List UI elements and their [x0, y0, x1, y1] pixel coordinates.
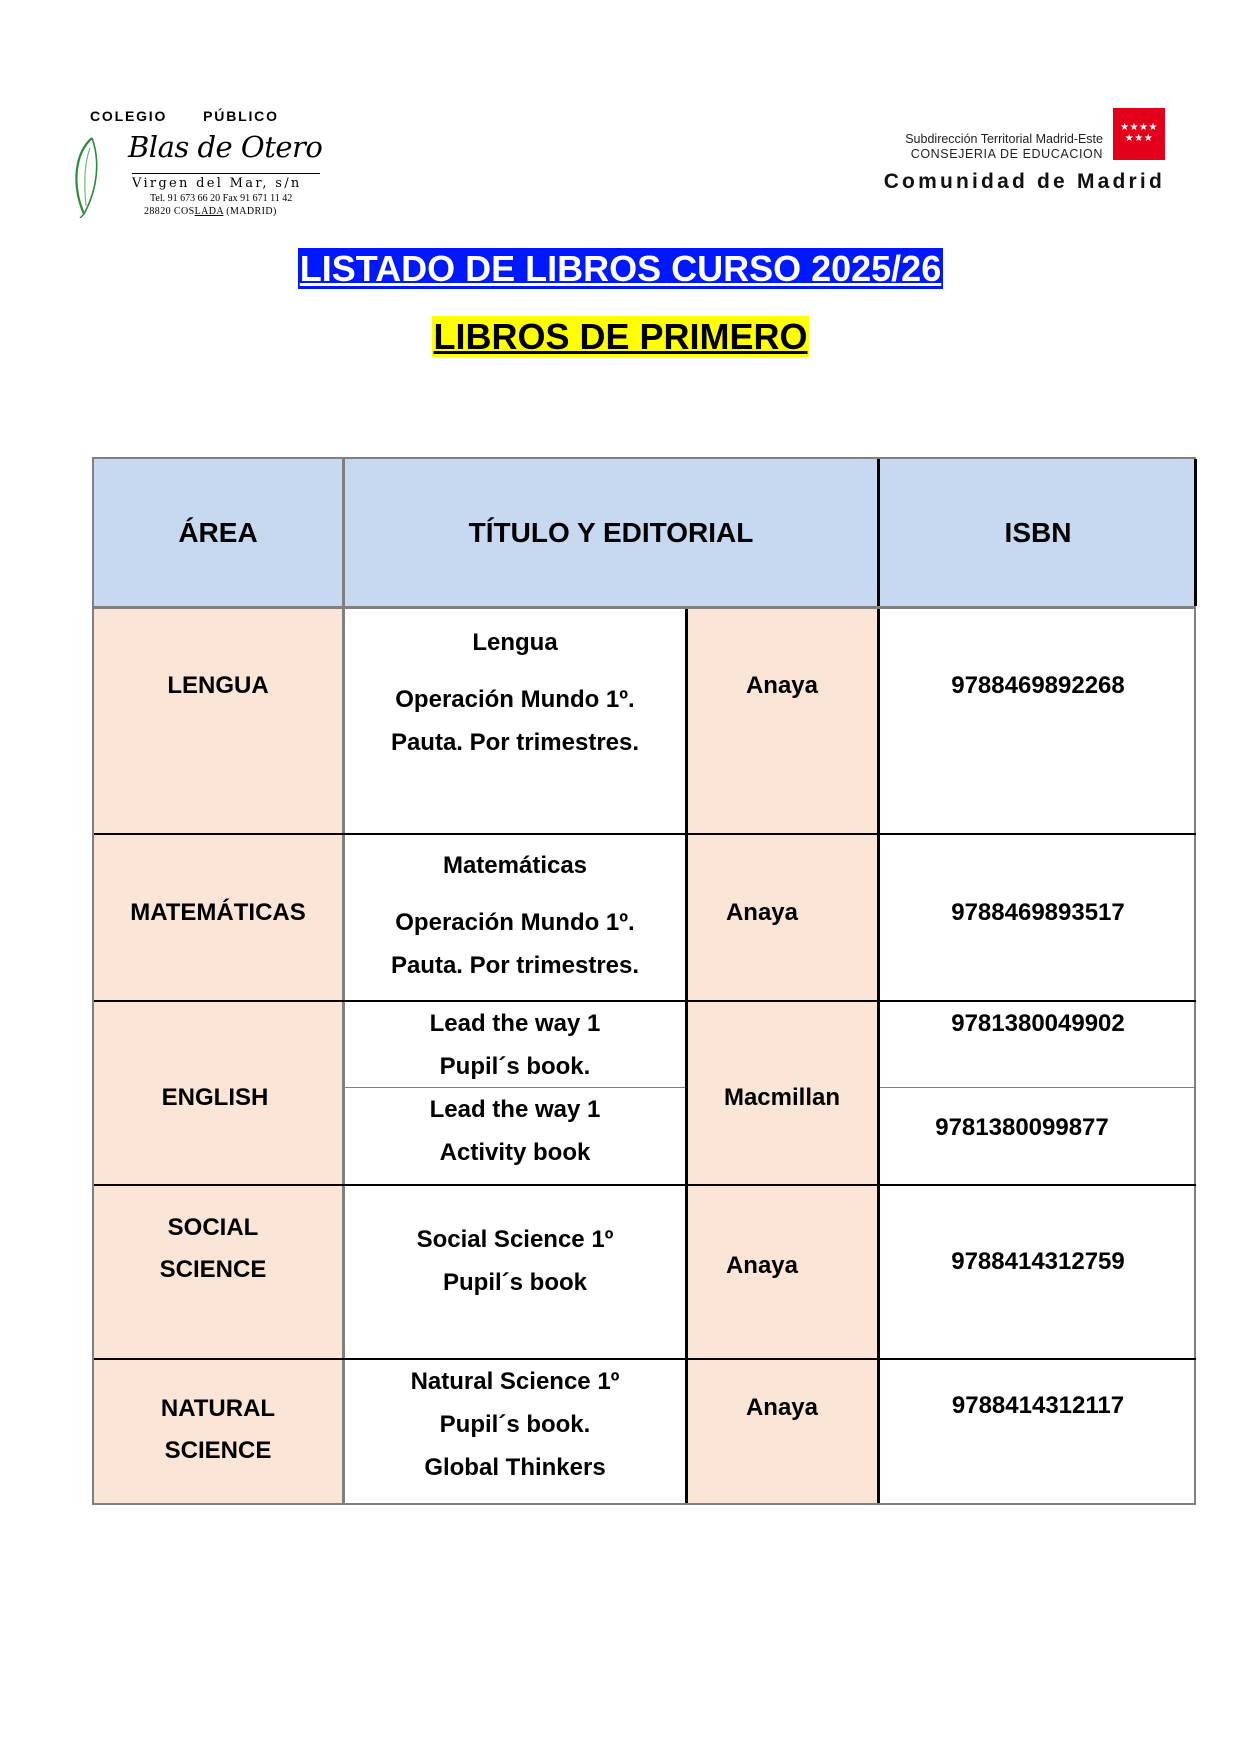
- row-lengua-publisher: Anaya: [745, 672, 819, 699]
- school-city: [144, 206, 277, 217]
- book-list-table: [92, 457, 1196, 1505]
- title-line: Pauta. Por trimestres.: [390, 952, 640, 979]
- title-line: Social Science 1º: [416, 1226, 614, 1253]
- title-line: Lead the way 1: [429, 1096, 601, 1123]
- area-line: SCIENCE: [164, 1437, 272, 1464]
- title-line: Pauta. Por trimestres.: [390, 729, 640, 756]
- area-line: NATURAL: [160, 1395, 276, 1422]
- flag-stars-bottom: ★★★: [1124, 133, 1154, 144]
- leaf-icon: [70, 134, 106, 218]
- city-underlined: LADA: [194, 206, 224, 217]
- row-social-science-area: [94, 1186, 342, 1291]
- city-prefix: 28820 COS: [144, 206, 195, 217]
- row-english-isbn-1: 9781380049902: [951, 1010, 1125, 1037]
- grid-line: [94, 1184, 1196, 1186]
- area-line: SOCIAL: [167, 1214, 259, 1241]
- page-subtitle: [0, 316, 1241, 358]
- row-english-publisher: Macmillan: [723, 1084, 841, 1111]
- school-label-left: COLEGIO: [90, 108, 168, 124]
- title-line: Pupil´s book: [443, 1269, 587, 1296]
- row-english-isbn-2: 9781380099877: [935, 1114, 1109, 1141]
- row-natural-science-isbn: 9788414312117: [951, 1392, 1125, 1419]
- row-lengua-title: [345, 608, 685, 764]
- school-label-right: PÚBLICO: [203, 108, 279, 124]
- title-line: Activity book: [439, 1139, 591, 1166]
- grid-line: [94, 1000, 1196, 1002]
- row-matematicas-isbn: 9788469893517: [951, 899, 1125, 926]
- grid-line: [94, 833, 1196, 835]
- page-subtitle-text: LIBROS DE PRIMERO: [433, 316, 808, 357]
- row-natural-science-area: [94, 1360, 342, 1472]
- row-english-title-2: [345, 1088, 685, 1174]
- title-line: Operación Mundo 1º.: [395, 909, 635, 936]
- title-line: Natural Science 1º: [410, 1368, 620, 1395]
- logo-divider: [132, 173, 320, 174]
- grid-line: [685, 608, 688, 1503]
- row-natural-science-publisher: Anaya: [745, 1394, 819, 1421]
- subdirection-label: Subdirección Territorial Madrid-Este: [905, 132, 1103, 146]
- title-line: Lead the way 1: [429, 1010, 601, 1037]
- grid-line: [1194, 459, 1197, 606]
- title-line: Pupil´s book.: [439, 1053, 591, 1080]
- row-english-title-1: [345, 1002, 685, 1088]
- authority-name: Comunidad de Madrid: [883, 170, 1165, 193]
- madrid-flag-icon: [1113, 108, 1165, 160]
- city-suffix: (MADRID): [223, 206, 277, 217]
- row-lengua-isbn: 9788469892268: [951, 672, 1125, 699]
- title-line: Pupil´s book.: [439, 1411, 591, 1438]
- school-address: Virgen del Mar, s/n: [132, 176, 302, 191]
- school-type: [90, 108, 279, 124]
- row-lengua-area: LENGUA: [167, 672, 269, 699]
- header-isbn: ISBN: [880, 459, 1196, 606]
- grid-line: [345, 1087, 685, 1088]
- row-natural-science-title: [345, 1360, 685, 1489]
- flag-stars-top: ★★★★: [1120, 122, 1158, 133]
- page-title: [0, 248, 1241, 290]
- department-label: CONSEJERIA DE EDUCACION: [910, 147, 1103, 161]
- school-name: Blas de Otero: [128, 130, 323, 164]
- page-title-text: LISTADO DE LIBROS CURSO 2025/26: [299, 248, 942, 289]
- comunidad-madrid-logo: [851, 108, 1181, 200]
- row-matematicas-area: MATEMÁTICAS: [130, 899, 306, 926]
- school-phone: Tel. 91 673 66 20 Fax 91 671 11 42: [150, 193, 293, 204]
- flag-stars: [1113, 122, 1165, 144]
- title-line: Operación Mundo 1º.: [395, 686, 635, 713]
- row-matematicas-publisher: Anaya: [725, 899, 799, 926]
- title-line: Global Thinkers: [424, 1454, 606, 1481]
- header-title: TÍTULO Y EDITORIAL: [345, 459, 877, 606]
- row-social-science-isbn: 9788414312759: [951, 1248, 1125, 1275]
- grid-line: [342, 459, 345, 1503]
- school-logo: [70, 108, 340, 218]
- row-english-area: ENGLISH: [161, 1084, 269, 1111]
- grid-line: [880, 1087, 1196, 1088]
- row-matematicas-title: [345, 835, 685, 987]
- grid-line: [877, 459, 880, 1503]
- row-social-science-title: [345, 1186, 685, 1304]
- row-social-science-publisher: Anaya: [725, 1252, 799, 1279]
- header-area: ÁREA: [94, 459, 342, 606]
- title-line: Matemáticas: [442, 852, 588, 879]
- title-line: Lengua: [472, 629, 558, 656]
- grid-line: [94, 606, 1196, 609]
- area-line: SCIENCE: [159, 1256, 267, 1283]
- grid-line: [94, 1358, 1196, 1360]
